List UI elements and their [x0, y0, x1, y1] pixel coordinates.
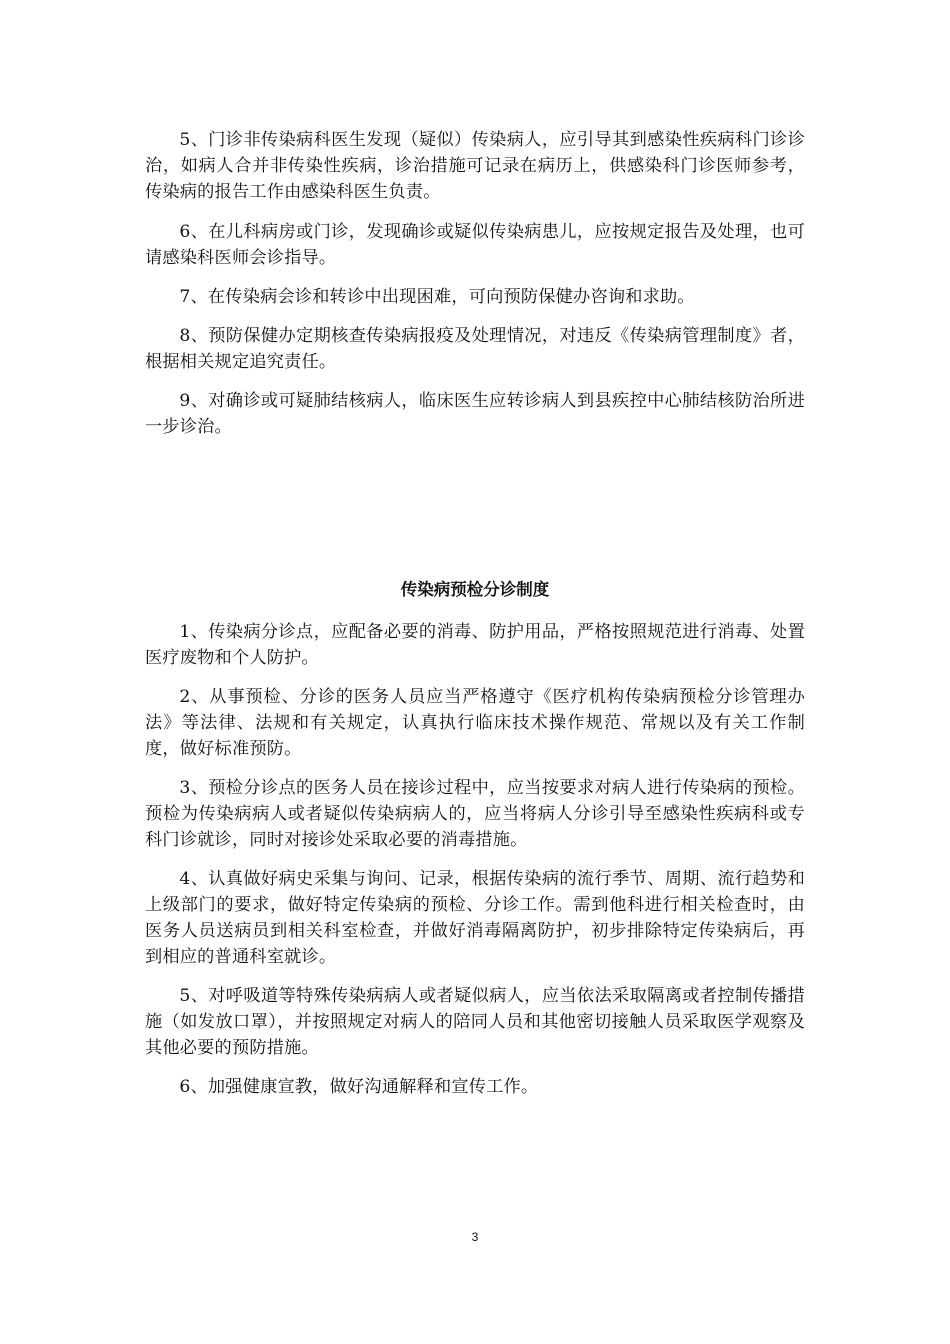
rule-item-5: 5、门诊非传染病科医生发现（疑似）传染病人，应引导其到感染性疾病科门诊诊治，如病人合并非传染性疾病，诊治措施可记录在病历上，供感染科门诊医师参考，传染病的报告工作由感染科医生负责。 — [145, 130, 805, 202]
rule-item-6: 6、在儿科病房或门诊，发现确诊或疑似传染病患儿，应按规定报告及处理，也可请感染科医师会诊指导。 — [145, 222, 805, 268]
rule-item-7: 7、在传染病会诊和转诊中出现困难，可向预防保健办咨询和求助。 — [179, 287, 695, 307]
triage-rule-4: 4、认真做好病史采集与询问、记录，根据传染病的流行季节、周期、流行趋势和上级部门的要求，做好特定传染病的预检、分诊工作。需到他科进行相关检查时，由医务人员送病员到相关科室检查，并做好消毒隔离防护，初步排除特定传染病后，再到相应的普通科室就诊。 — [145, 869, 805, 967]
rule-item-8: 8、预防保健办定期核查传染病报疫及处理情况，对违反《传染病管理制度》者，根据相关规定追究责任。 — [145, 326, 805, 372]
page-number: 3 — [471, 1230, 479, 1244]
triage-rule-3: 3、预检分诊点的医务人员在接诊过程中，应当按要求对病人进行传染病的预检。预检为传染病病人或者疑似传染病病人的，应当将病人分诊引导至感染性疾病科或专科门诊就诊，同时对接诊处采取必要的消毒措施。 — [145, 778, 805, 850]
triage-rule-2: 2、从事预检、分诊的医务人员应当严格遵守《医疗机构传染病预检分诊管理办法》等法律、法规和有关规定，认真执行临床技术操作规范、常规以及有关工作制度，做好标准预防。 — [145, 687, 805, 759]
triage-rule-5: 5、对呼吸道等特殊传染病病人或者疑似病人，应当依法采取隔离或者控制传播措施（如发放口罩），并按照规定对病人的陪同人员和其他密切接触人员采取医学观察及其他必要的预防措施。 — [145, 986, 805, 1058]
rule-item-9: 9、对确诊或可疑肺结核病人，临床医生应转诊病人到县疾控中心肺结核防治所进一步诊治。 — [145, 391, 805, 437]
triage-rule-6: 6、加强健康宣教，做好沟通解释和宣传工作。 — [179, 1077, 539, 1097]
triage-rule-1: 1、传染病分诊点，应配备必要的消毒、防护用品，严格按照规范进行消毒、处置医疗废物和个人防护。 — [145, 622, 805, 668]
section-title: 传染病预检分诊制度 — [400, 580, 550, 599]
